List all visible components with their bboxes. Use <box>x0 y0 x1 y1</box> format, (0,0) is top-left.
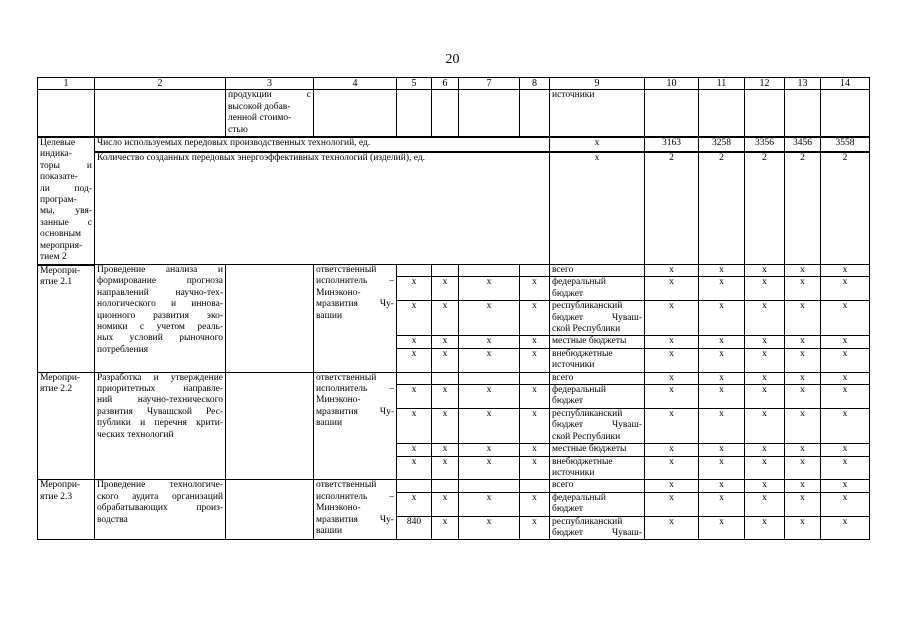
indicator-text: Число используемых передовых производственных технологий, ед. <box>95 137 550 151</box>
indicators-label: Целевые индика- торы и показате- ли под- програм- мы, увя- занные с основным мероприя- тием 2 <box>38 137 95 264</box>
indicator-value: 3558 <box>821 137 870 151</box>
indicator-text: Количество созданных передовых энергоэффективных технологий (изделий), ед. <box>95 152 550 265</box>
source-republic: республиканский бюджет Чуваш- ской Республики <box>550 408 645 443</box>
program-table <box>37 77 870 540</box>
header-cell: 12 <box>745 78 785 90</box>
measure-row: Меропри- ятие 2.1 Проведение анализа и формирование прогноза направлений научно-тех- нологического и иннова- ционного развития эко- номики с учетом реаль- ных условий рыночного потребления ответственный исполнитель – Минэконо- мразвития Чу- вашии всего х х х х х <box>38 265 870 277</box>
measure-row: х х х х местные бюджеты х х х х х <box>38 336 870 348</box>
source-republic: республиканский бюджет Чуваш- ской Республики <box>550 301 645 336</box>
measure-row: х х х х федеральный бюджет х х х х х <box>38 385 870 409</box>
header-cell: 3 <box>226 78 314 90</box>
measure-row: 840 х х х республиканский бюджет Чуваш- х х х х х <box>38 516 870 540</box>
source-local: местные бюджеты <box>550 444 645 456</box>
continuation-row <box>38 90 870 137</box>
indicator-value: 2 <box>785 152 821 265</box>
measure-row: х х х х внебюджетные источники х х х х х <box>38 456 870 480</box>
source-federal: федеральный бюджет <box>550 385 645 409</box>
source-local: местные бюджеты <box>550 336 645 348</box>
cont-source-cell: источники <box>550 90 645 137</box>
source-federal: федеральный бюджет <box>550 277 645 301</box>
measure-text: Проведение анализа и формирование прогноза направлений научно-тех- нологического и иннова- ционного развития эко- номики с учетом реаль- ных условий рыночного потребления <box>95 265 226 373</box>
measure-label: Меропри- ятие 2.3 <box>38 480 95 540</box>
header-cell: 1 <box>38 78 95 90</box>
source-total: всего <box>550 372 645 384</box>
source-federal: федеральный бюджет <box>550 492 645 516</box>
measure-text: Проведение технологиче- ского аудита организаций обрабатывающих произ- водства <box>95 480 226 540</box>
header-cell: 11 <box>699 78 745 90</box>
source-extra: внебюджетные источники <box>550 348 645 372</box>
indicator-value: 3356 <box>745 137 785 151</box>
header-cell: 10 <box>645 78 699 90</box>
indicator-value: 3456 <box>785 137 821 151</box>
page-number: 20 <box>445 52 460 67</box>
indicator-value: 2 <box>645 152 699 265</box>
indicator-value: 3258 <box>699 137 745 151</box>
measure-row: Меропри- ятие 2.2 Разработка и утверждение приоритетных направле- ний научно-технического развития Чувашской Рес- публики и перечня крити- ческих технологий ответственный исполнитель – Минэконо- мразвития Чу- вашии всего х х х х х <box>38 372 870 384</box>
indicator-value: 3163 <box>645 137 699 151</box>
header-cell: 6 <box>432 78 459 90</box>
measure-label: Меропри- ятие 2.1 <box>38 265 95 373</box>
indicator-value: 2 <box>699 152 745 265</box>
source-republic: республиканский бюджет Чуваш- <box>550 516 645 540</box>
responsible-cell: ответственный исполнитель – Минэконо- мразвития Чу- вашии <box>314 372 397 480</box>
header-cell: 9 <box>550 78 645 90</box>
source-total: всего <box>550 480 645 492</box>
header-cell: 13 <box>785 78 821 90</box>
indicator-value: 2 <box>745 152 785 265</box>
measure-row: х х х х местные бюджеты х х х х х <box>38 444 870 456</box>
header-row <box>38 78 870 90</box>
indicator-x: х <box>550 137 645 151</box>
responsible-cell: ответственный исполнитель – Минэконо- мразвития Чу- вашии <box>314 265 397 373</box>
header-cell: 5 <box>397 78 432 90</box>
header-cell: 14 <box>821 78 870 90</box>
indicator-x: х <box>550 152 645 265</box>
measure-label: Меропри- ятие 2.2 <box>38 372 95 480</box>
value-840: 840 <box>397 516 432 540</box>
measure-row: х х х х федеральный бюджет х х х х х <box>38 277 870 301</box>
measure-row: х х х х республиканский бюджет Чуваш- ской Республики х х х х х <box>38 408 870 443</box>
measure-row: х х х х внебюджетные источники х х х х х <box>38 348 870 372</box>
header-cell: 2 <box>95 78 226 90</box>
source-total: всего <box>550 265 645 277</box>
header-cell: 4 <box>314 78 397 90</box>
measure-row: х х х х республиканский бюджет Чуваш- ской Республики х х х х х <box>38 301 870 336</box>
header-cell: 7 <box>459 78 520 90</box>
indicator-row <box>38 152 870 265</box>
indicator-value: 2 <box>821 152 870 265</box>
measure-row: Меропри- ятие 2.3 Проведение технологиче- ского аудита организаций обрабатывающих произ- водства ответственный исполнитель – Минэконо- мразвития Чу- вашии всего х х х х х <box>38 480 870 492</box>
header-cell: 8 <box>520 78 550 90</box>
indicator-row <box>38 137 870 151</box>
measure-text: Разработка и утверждение приоритетных направле- ний научно-технического развития Чувашской Рес- публики и перечня крити- ческих технологий <box>95 372 226 480</box>
source-extra: внебюджетные источники <box>550 456 645 480</box>
measure-row: х х х х федеральный бюджет х х х х х <box>38 492 870 516</box>
responsible-cell: ответственный исполнитель – Минэконо- мразвития Чу- вашии <box>314 480 397 540</box>
cont-product-cell: продукции с высокой добав- ленной стоимо- стью <box>226 90 314 137</box>
